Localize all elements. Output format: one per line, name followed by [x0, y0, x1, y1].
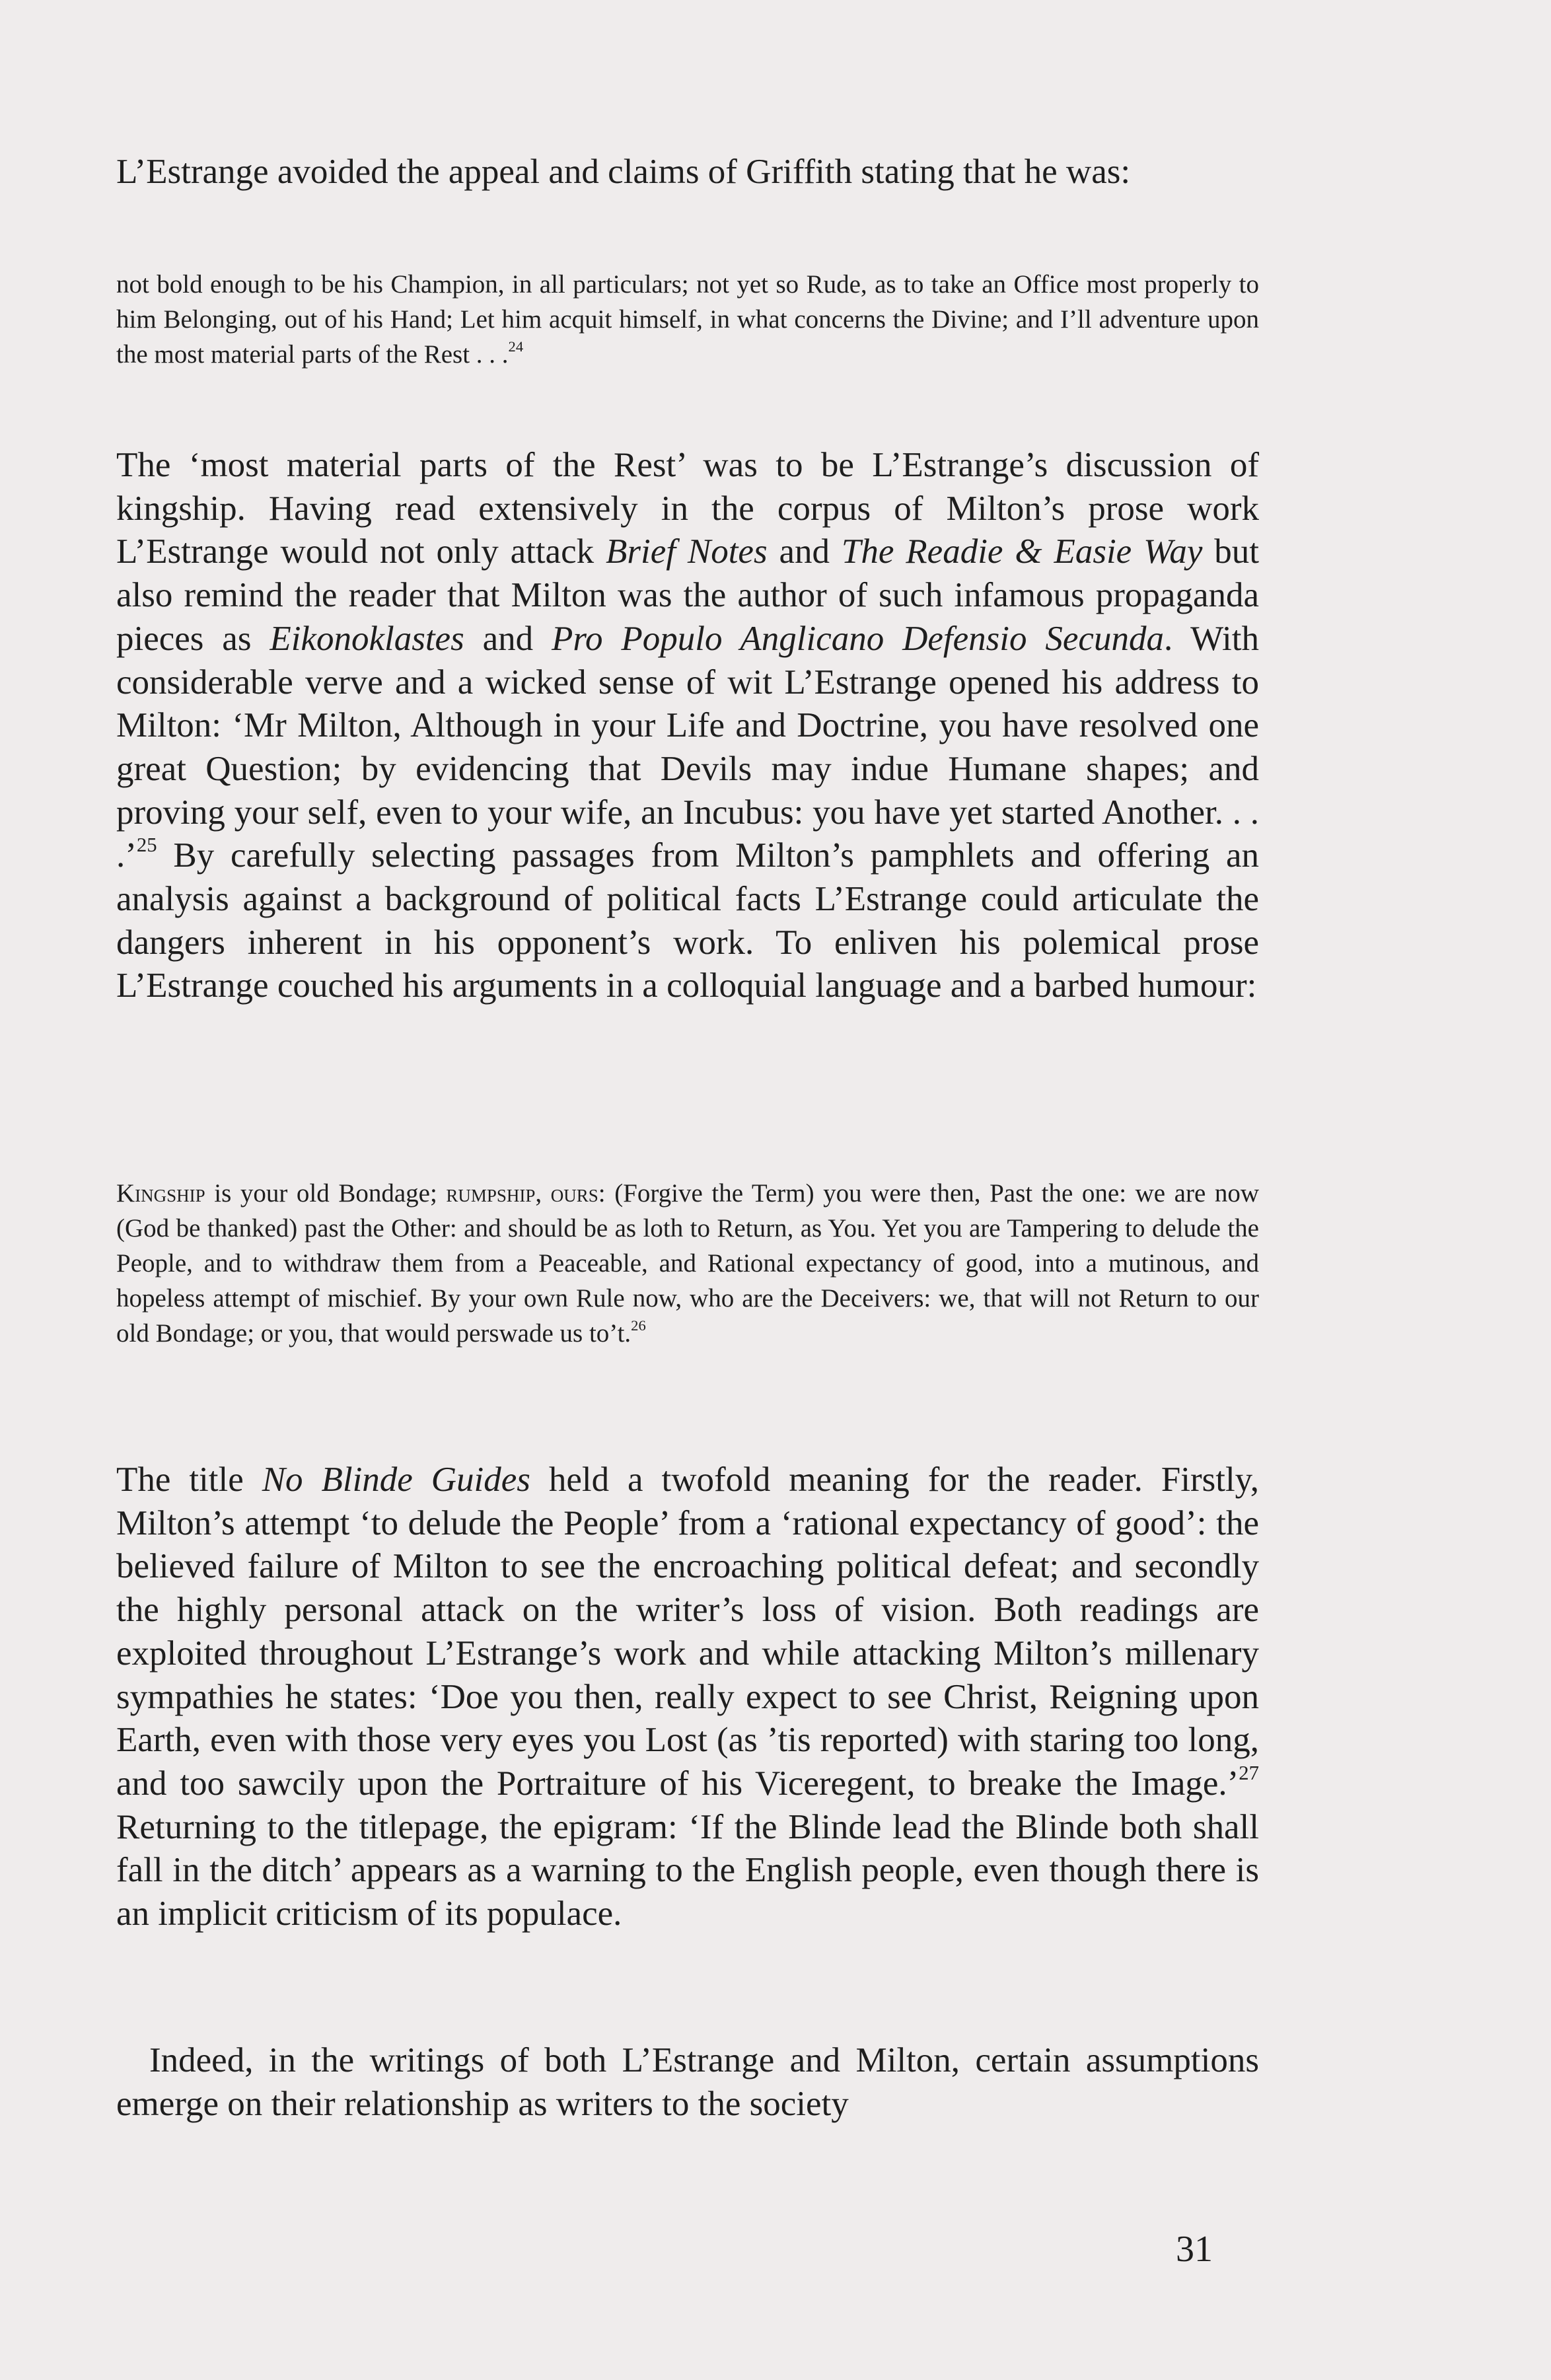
title-no-blinde-guides: No Blinde Guides [262, 1460, 530, 1499]
smallcaps-kingship: Kingship [116, 1179, 205, 1208]
paragraph-3 [116, 1459, 1259, 1936]
block-quote-2-text-2: : (Forgive the Term) you were then, Past the one: we are now (God be thanked) past the Other: and should be as loth to Return, as You. Yet you are Tampering to delude the People, and to withdraw them from a Peaceable, and Rational expectancy of good, into a mutinous, and hopeless attempt of mischief. By your own Rule now, who are the Deceivers: we, that will not Return to our old Bondage; or you, that would perswade us to’t. [116, 1179, 1259, 1348]
page-number: 31 [1176, 2229, 1213, 2270]
footnote-ref-25: 25 [136, 834, 157, 857]
paragraph-2-text-1: The ‘most material parts of the Rest’ was to be L’Estrange’s discussion of kingship. Having read extensively in the corpus of Milton’s prose work L’Estrange would not only attack [116, 446, 1259, 571]
paragraph-4-text: Indeed, in the writings of both L’Estrange and Milton, certain assumptions emerge on their relationship as writers to the society [116, 2041, 1259, 2123]
paragraph-2-text-5: . With considerable verve and a wicked sense of wit L’Estrange opened his address to Milton: ‘Mr Milton, Although in your Life and Doctrine, you have resolved one great Question; by evidencing that Devils may indue Humane shapes; and proving your self, even to your wife, an Incubus: you have yet started Another. . . .’ [116, 619, 1259, 875]
block-quote-1 [116, 267, 1259, 372]
paragraph-2-text-6: By carefully selecting passages from Milton’s pamphlets and offering an analysis against a background of political facts L’Estrange could articulate the dangers inherent in his opponent’s work. To enliven his polemical prose L’Estrange couched his arguments in a colloquial language and a barbed humour: [116, 836, 1259, 1005]
paragraph-3-text-1: The title [116, 1460, 262, 1499]
book-page [116, 0, 1259, 2380]
paragraph-2-text-2: and [767, 532, 842, 571]
block-quote-2-text-1: is your old Bondage; [205, 1179, 447, 1208]
block-quote-2 [116, 1176, 1259, 1351]
block-quote-1-text: not bold enough to be his Champion, in all particulars; not yet so Rude, as to take an Office most properly to him Belonging, out of his Hand; Let him acquit himself, in what concerns the Divine; and I’ll adventure upon the most material parts of the Rest . . . [116, 270, 1259, 369]
title-eikonoklastes: Eikonoklastes [270, 619, 464, 658]
title-readie-easie-way: The Readie & Easie Way [841, 532, 1203, 571]
paragraph-2-text-3: but also remind the reader that Milton was the author of such infamous propaganda pieces as [116, 532, 1260, 658]
title-defensio-secunda: Pro Populo Anglicano Defensio Secunda [551, 619, 1164, 658]
paragraph-2-text-4: and [464, 619, 552, 658]
footnote-ref-27: 27 [1239, 1761, 1259, 1784]
paragraph-1-text: L’Estrange avoided the appeal and claims of Griffith stating that he was: [116, 153, 1131, 191]
smallcaps-rumpship: rumpship, ours [446, 1179, 598, 1208]
paragraph-2 [116, 444, 1259, 1008]
paragraph-1 [116, 151, 1259, 194]
title-brief-notes: Brief Notes [606, 532, 768, 571]
paragraph-4 [116, 2039, 1259, 2126]
paragraph-3-text-2: held a twofold meaning for the reader. Firstly, Milton’s attempt ‘to delude the People’ from a ‘rational expectancy of good’: the believed failure of Milton to see the encroaching political defeat; and secondly the highly personal attack on the writer’s loss of vision. Both readings are exploited throughout L’Estrange’s work and while attacking Milton’s millenary sympathies he states: ‘Doe you then, really expect to see Christ, Reigning upon Earth, even with those very eyes you Lost (as ’tis reported) with staring too long, and too sawcily upon the Portraiture of his Viceregent, to breake the Image.’ [116, 1460, 1259, 1803]
footnote-ref-24: 24 [508, 338, 524, 355]
footnote-ref-26: 26 [631, 1316, 646, 1334]
paragraph-3-text-3: Returning to the titlepage, the epigram: ‘If the Blinde lead the Blinde both shall fall in the ditch’ appears as a warning to the English people, even though there is an implicit criticism of its populace. [116, 1807, 1259, 1933]
